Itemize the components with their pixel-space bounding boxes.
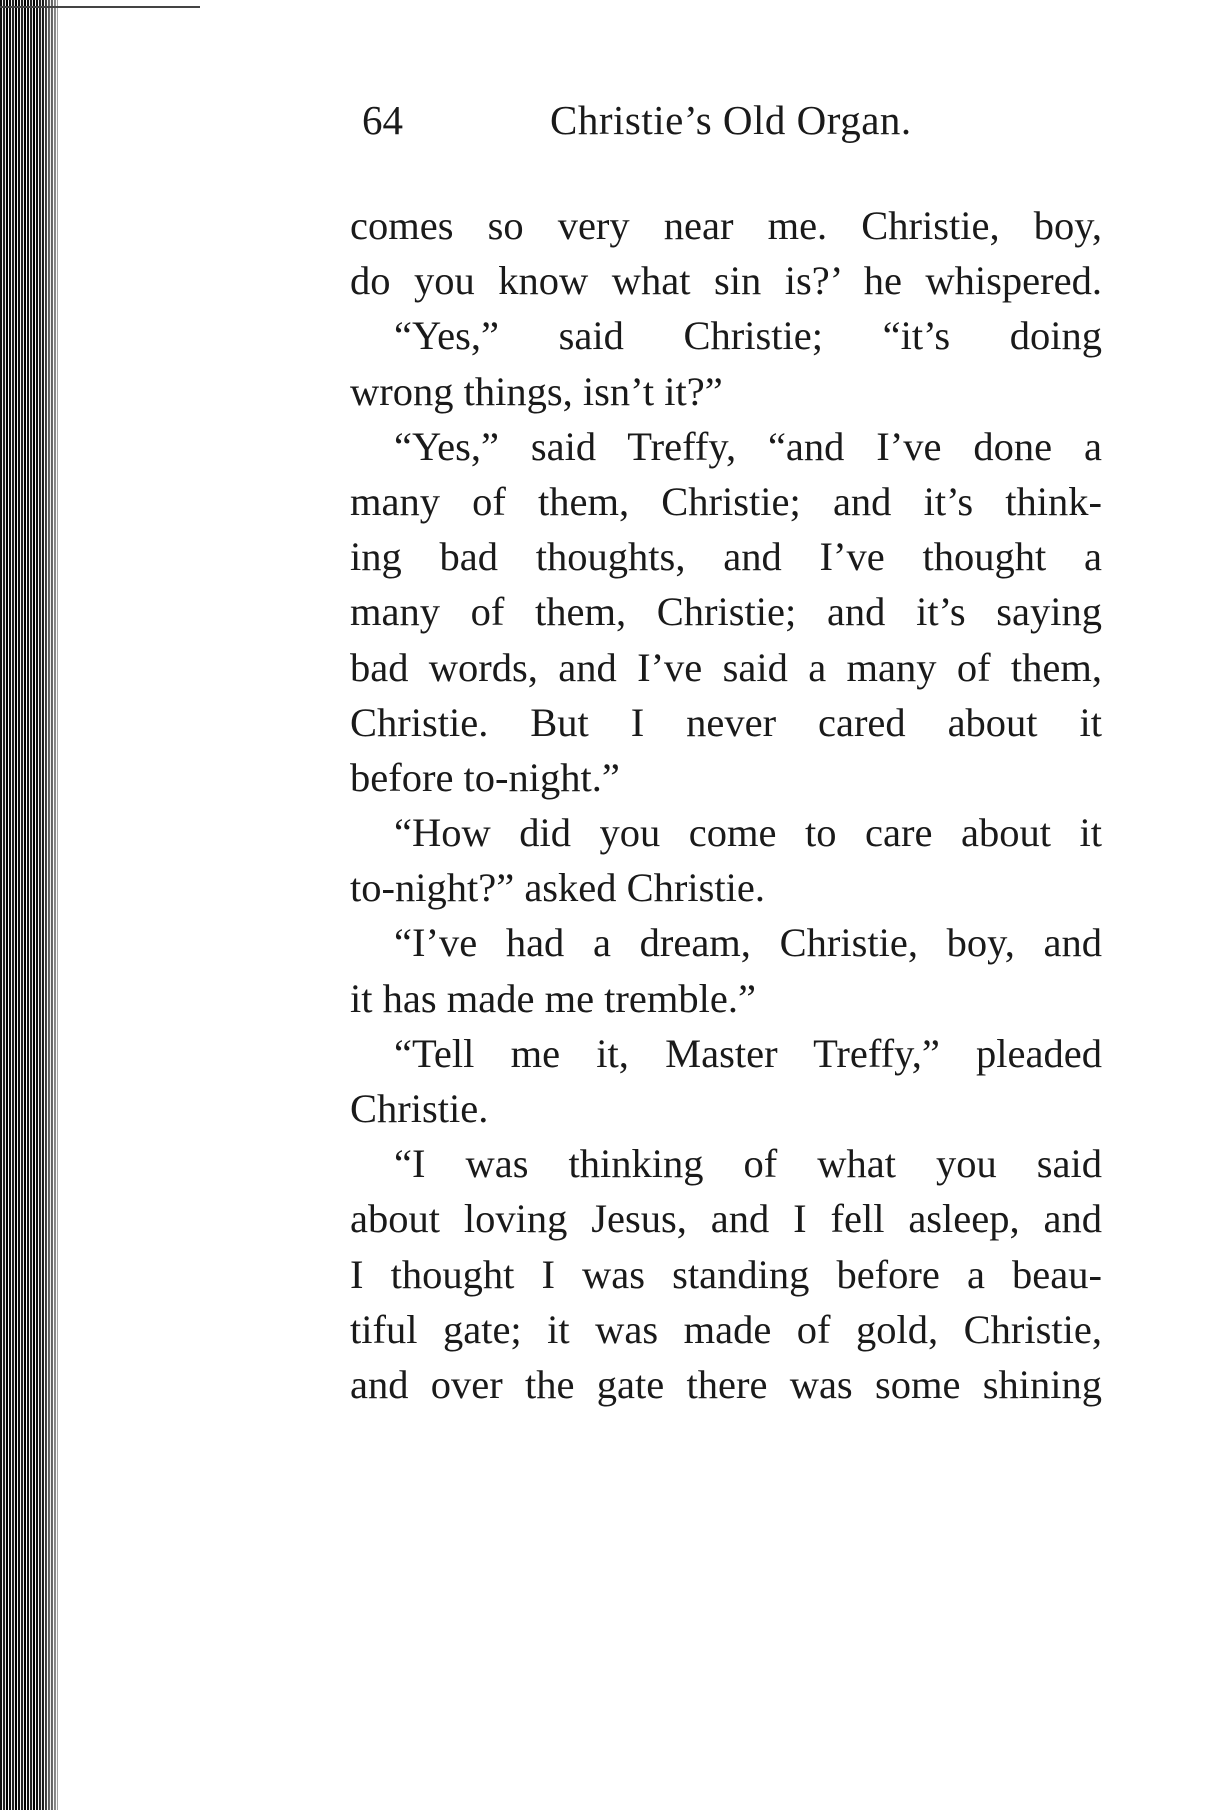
text-line: “Yes,” said Christie; “it’s doing <box>394 313 1102 359</box>
book-title: Christie’s Old Organ. <box>550 97 912 143</box>
text-line: it has made me tremble.” <box>350 975 756 1021</box>
text-line: “How did you come to care about it <box>394 810 1102 856</box>
text-line: before to-night.” <box>350 754 620 800</box>
text-line: “I was thinking of what you said <box>394 1141 1102 1187</box>
text-line: to-night?” asked Christie. <box>350 865 766 911</box>
text-line: bad words, and I’ve said a many of them, <box>350 644 1102 690</box>
text-line: “Tell me it, Master Treffy,” pleaded <box>394 1030 1102 1076</box>
text-line: many of them, Christie; and it’s think- <box>350 478 1102 524</box>
body-text <box>350 198 1102 1412</box>
text-line: “Yes,” said Treffy, “and I’ve done a <box>394 423 1102 469</box>
text-line: comes so very near me. Christie, boy, <box>350 203 1102 248</box>
text-line: Christie. <box>350 1086 489 1131</box>
page-number: 64 <box>362 97 403 143</box>
spine-shadow <box>40 0 70 1810</box>
text-line: about loving Jesus, and I fell asleep, and <box>350 1196 1102 1242</box>
text-line: ing bad thoughts, and I’ve thought a <box>350 534 1102 580</box>
text-line: and over the gate there was some shining <box>350 1361 1102 1407</box>
text-line: “I’ve had a dream, Christie, boy, and <box>394 920 1102 966</box>
text-line: do you know what sin is?’ he whispered. <box>350 258 1102 304</box>
text-line: many of them, Christie; and it’s saying <box>350 589 1102 635</box>
text-line: tiful gate; it was made of gold, Christie, <box>350 1306 1102 1352</box>
top-edge-rule <box>0 6 200 8</box>
text-line: Christie. But I never cared about it <box>350 699 1102 745</box>
text-line: I thought I was standing before a beau- <box>350 1251 1102 1297</box>
text-line: wrong things, isn’t it?” <box>350 368 723 414</box>
running-head <box>362 96 1102 156</box>
